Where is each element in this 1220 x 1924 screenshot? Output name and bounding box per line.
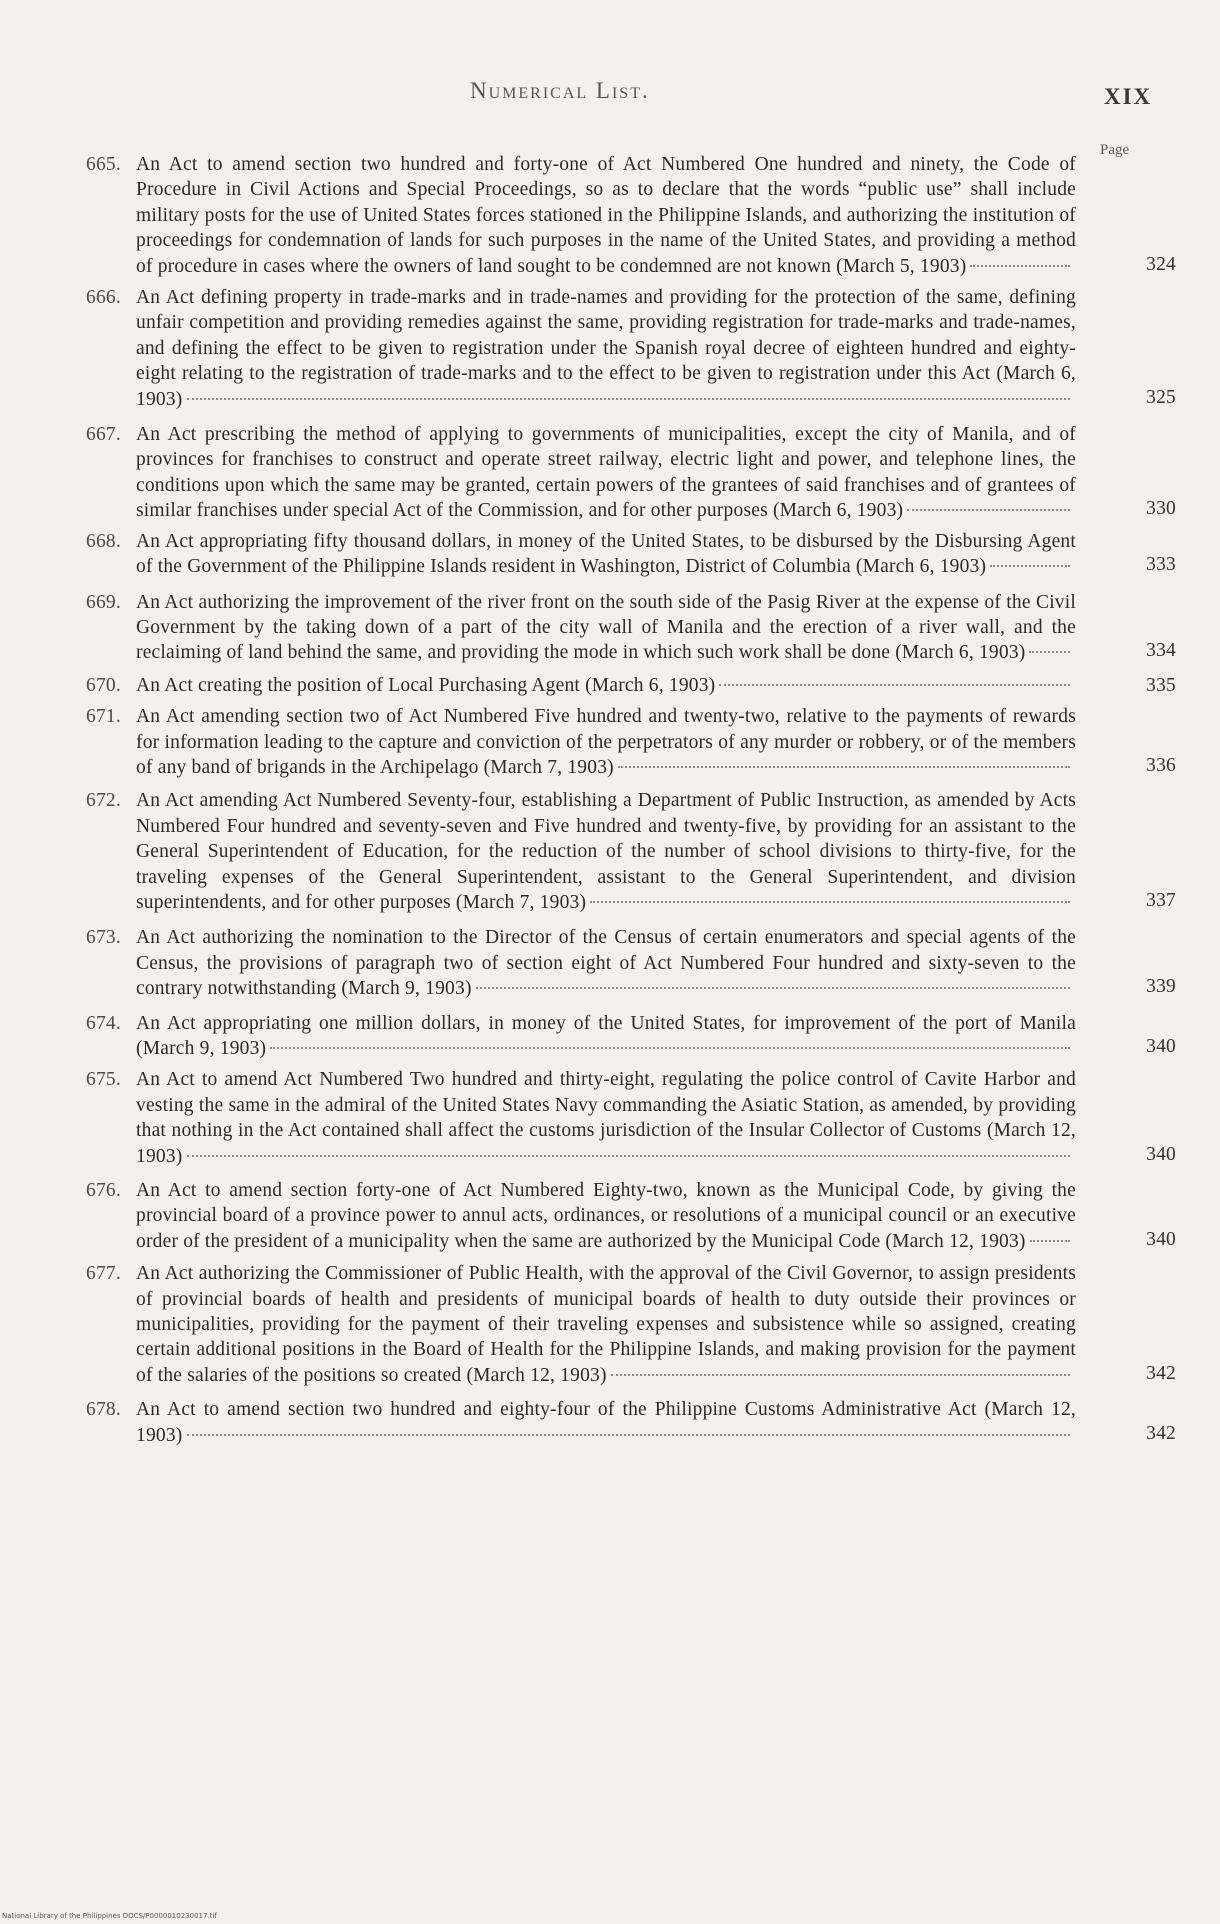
act-text: An Act amending Act Numbered Seventy-four, establishing a Department of Public Instruction, as amended by Acts Numbered Four hundred and seventy-seven and Five hundred and twenty-five, by providing for an assistant to the General Superintendent of Education, for the reduction of the number of school divisions to thirty-five, for the traveling expenses of the General Superintendent, assistant to the General Superintendent, and division superintendents, and for other purposes (March 7, 1903) [136, 790, 1076, 913]
page-number: 334 [1146, 640, 1176, 662]
act-number: 676. [86, 1180, 121, 1202]
act-description [136, 1397, 1076, 1448]
act-text: An Act prescribing the method of applying to governments of municipalities, except the city of Manila, and of provinces for franchises to construct and operate street railway, electric light and power, and telephone lines, the conditions upon which the same may be granted, certain powers of the grantees of said franchises and of grantees of similar franchises under special Act of the Commission, and for other purposes (March 6, 1903) [136, 424, 1076, 522]
page-number: 340 [1146, 1036, 1176, 1057]
act-entry [86, 1397, 1176, 1448]
act-description [136, 590, 1076, 666]
act-entry [86, 704, 1176, 780]
act-number: 671. [86, 706, 121, 728]
act-number: 668. [86, 530, 121, 552]
act-description [136, 925, 1076, 1001]
act-text: An Act creating the position of Local Purchasing Agent (March 6, 1903) [136, 674, 716, 696]
page-column-label: Page [1100, 142, 1130, 158]
running-head: Numerical List. [470, 78, 650, 103]
dot-leader [270, 1047, 1070, 1049]
dot-leader [618, 766, 1070, 768]
act-text: An Act defining property in trade-marks and in trade-names and providing for the protection of the same, defining unfair competition and providing remedies against the same, providing registration for trade-marks and trade-names, and defining the effect to be given to registration under the Spanish royal decree of eighteen hundred and eighty-eight relating to the registration of trade-marks and to the effect to be given to registration under this Act (March 6, 1903) [136, 287, 1076, 410]
act-number: 666. [86, 287, 121, 309]
act-text: An Act authorizing the improvement of the river front on the south side of the Pasig River at the expense of the Civil Government by the taking down of a part of the city wall of Manila and the erection of a river wall, and the reclaiming of land behind the same, and providing the mode in which such work shall be done (March 6, 1903) [136, 591, 1076, 664]
act-entry [86, 673, 1176, 700]
dot-leader [990, 565, 1070, 567]
act-description [136, 1261, 1076, 1388]
act-description [136, 422, 1076, 524]
act-text: An Act to amend section two hundred and eighty-four of the Philippine Customs Administrative Act (March 12, 1903) [136, 1399, 1076, 1446]
page-number: 340 [1146, 1228, 1176, 1250]
act-description [136, 285, 1076, 412]
act-text: An Act to amend section forty-one of Act Numbered Eighty-two, known as the Municipal Code, by giving the provincial board of a province power to annul acts, ordinances, or resolutions of a municipal council or an executive order of the president of a municipality when the same are authorized by the Municipal Code (March 12, 1903) [136, 1180, 1076, 1252]
act-description [136, 152, 1076, 279]
footer-imprint: National Library of the Philippines DOCS/P0000010230017.tif [2, 1912, 217, 1920]
page-number: 330 [1146, 498, 1176, 520]
act-entry [86, 152, 1176, 279]
dot-leader [187, 398, 1071, 400]
act-description [136, 1067, 1076, 1169]
dot-leader [907, 509, 1070, 511]
act-number: 673. [86, 927, 121, 949]
act-entry [86, 788, 1176, 915]
act-description [136, 788, 1076, 915]
act-entry [86, 285, 1176, 412]
act-description [136, 704, 1076, 780]
act-number: 675. [86, 1069, 121, 1091]
act-entry [86, 1178, 1176, 1254]
page-number: 336 [1146, 754, 1176, 776]
act-number: 677. [86, 1263, 121, 1285]
act-entry [86, 590, 1176, 666]
act-text: An Act appropriating one million dollars, in money of the United States, for improvement of the port of Manila (March 9, 1903) [136, 1012, 1076, 1059]
dot-leader [187, 1155, 1071, 1157]
act-entry [86, 1067, 1176, 1169]
act-entry [86, 422, 1176, 524]
page-number: 339 [1146, 976, 1176, 998]
page-number: 337 [1146, 889, 1176, 911]
dot-leader [187, 1434, 1071, 1436]
act-description [136, 1011, 1076, 1062]
page-number: 333 [1146, 554, 1176, 576]
act-number: 670. [86, 674, 121, 696]
dot-leader [1030, 1240, 1070, 1242]
dot-leader [590, 901, 1070, 903]
act-text: An Act to amend section two hundred and forty-one of Act Numbered One hundred and ninety, the Code of Procedure in Civil Actions and Special Proceedings, so as to declare that the words “public use” shall include military posts for the use of United States forces stationed in the Philippine Islands, and authorizing the institution of proceedings for condemnation of lands for such purposes in the name of the United States, and providing a method of procedure in cases where the owners of land sought to be condemned are not known (March 5, 1903) [136, 154, 1076, 277]
act-entry [86, 1011, 1176, 1062]
act-number: 669. [86, 591, 121, 613]
act-entry [86, 1261, 1176, 1388]
dot-leader [611, 1374, 1070, 1376]
dot-leader [970, 265, 1070, 267]
page-number: 335 [1146, 674, 1176, 696]
act-number: 674. [86, 1012, 121, 1034]
act-text: An Act authorizing the Commissioner of Public Health, with the approval of the Civil Governor, to assign presidents of provincial boards of health and presidents of municipal boards of health to duty outside their provinces or municipalities, providing for the payment of their traveling expenses and subsistence while so assigned, creating certain additional positions in the Board of Health for the Philippine Islands, and making provision for the payment of the salaries of the positions so created (March 12, 1903) [136, 1263, 1076, 1386]
act-number: 667. [86, 424, 121, 446]
dot-leader [476, 987, 1070, 989]
page-folio: XIX [1104, 84, 1153, 109]
act-list [86, 152, 1176, 1455]
page-number: 340 [1146, 1143, 1176, 1165]
act-entry [86, 925, 1176, 1001]
act-number: 678. [86, 1399, 121, 1421]
act-text: An Act appropriating fifty thousand dollars, in money of the United States, to be disbursed by the Disbursing Agent of the Government of the Philippine Islands resident in Washington, District of Columbia (March 6, 1903) [136, 530, 1076, 578]
page-number: 342 [1146, 1362, 1176, 1384]
act-description [136, 529, 1076, 580]
page-number: 325 [1146, 386, 1176, 408]
page-number: 342 [1146, 1422, 1176, 1444]
act-text: An Act authorizing the nomination to the Director of the Census of certain enumerators and special agents of the Census, the provisions of paragraph two of section eight of Act Numbered Four hundred and sixty-seven to the contrary notwithstanding (March 9, 1903) [136, 927, 1076, 1000]
act-entry [86, 529, 1176, 580]
act-number: 665. [86, 154, 121, 175]
act-text: An Act amending section two of Act Numbered Five hundred and twenty-two, relative to the payments of rewards for information leading to the capture and conviction of the perpetrators of any murder or robbery, or of the members of any band of brigands in the Archipelago (March 7, 1903) [136, 706, 1076, 778]
act-text: An Act to amend Act Numbered Two hundred and thirty-eight, regulating the police control of Cavite Harbor and vesting the same in the admiral of the United States Navy commanding the Asiatic Station, as amended, by providing that nothing in the Act contained shall affect the customs jurisdiction of the Insular Collector of Customs (March 12, 1903) [136, 1069, 1076, 1167]
dot-leader [719, 684, 1070, 686]
act-description [136, 673, 1076, 700]
act-number: 672. [86, 790, 121, 812]
dot-leader [1029, 651, 1070, 653]
act-description [136, 1178, 1076, 1254]
page-number: 324 [1146, 253, 1176, 275]
page-header [0, 78, 1220, 118]
